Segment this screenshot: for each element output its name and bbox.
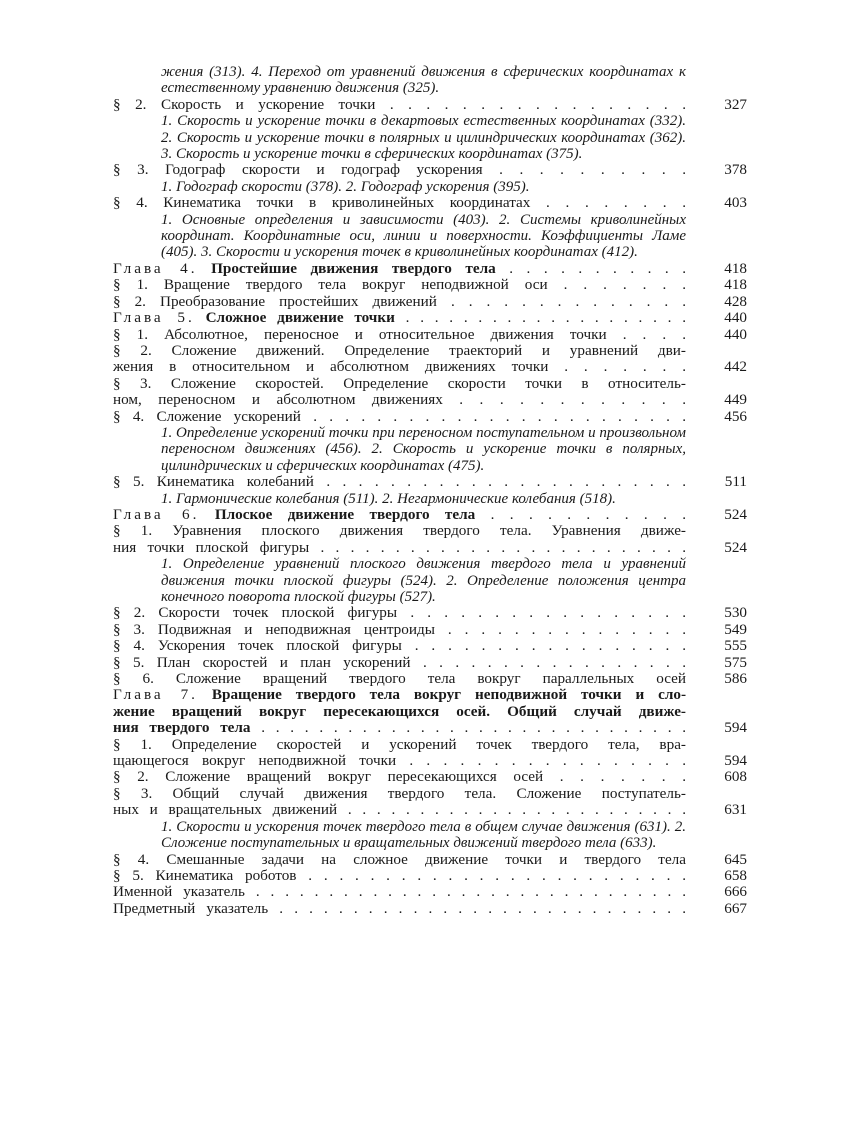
dot-leader: . . . . . . . . . . . . . . . . .	[410, 604, 687, 622]
page-number: 608	[724, 768, 747, 786]
entry-text	[113, 327, 686, 343]
toc-entry	[113, 655, 747, 671]
toc-entry	[113, 359, 747, 375]
toc-entry	[113, 605, 747, 621]
dot-leader: . . . . . . . .	[546, 194, 686, 212]
entry-text	[113, 802, 686, 818]
toc-entry	[113, 507, 747, 523]
page-number: 440	[724, 309, 747, 327]
entry-subtopics: 1. Основные определения и зависимости (403). 2. Системы криволинейных координат. Координатные оси, линии и поверхности. Коэффициенты Ламе (405). 3. Скорости и ускорения точек в криволинейных координатах (412).	[161, 211, 686, 261]
toc-entry	[113, 540, 747, 556]
chapter-title	[113, 704, 686, 720]
dot-leader: . . . . . . . . . . . . . . . . . . . . . . . . . . . .	[279, 899, 687, 917]
entry-subtopics: 1. Определение ускорений точки при переносном поступательном и произвольном переносном движениях (456). 2. Скорость и ускорение точки в полярных, цилиндрических и сферических координатах (475).	[161, 424, 686, 474]
toc-entry	[113, 409, 747, 425]
chapter-title: Плоское движение твердого тела	[214, 505, 476, 523]
entry-text	[113, 392, 686, 408]
page-number: 418	[724, 276, 747, 294]
entry-label: § 4. Ускорения точек плоской фигуры	[113, 637, 402, 655]
entry-text	[113, 671, 686, 687]
toc-entry	[113, 97, 747, 113]
entry-text	[113, 638, 686, 654]
dot-leader: . . . . . . . . . . . . . . . . .	[422, 653, 686, 671]
page-number: 594	[724, 752, 747, 770]
entry-subtopics: 1. Определение уравнений плоского движения твердого тела и уравнений движения точки плоской фигуры (524). 2. Определение положения центра конечного поворота плоской фигуры (527).	[161, 556, 686, 605]
toc-entry	[113, 327, 747, 343]
entry-text	[113, 901, 686, 917]
toc-entry	[113, 622, 747, 638]
entry-text	[113, 655, 686, 671]
entry-text	[113, 162, 686, 178]
table-of-contents	[113, 64, 747, 917]
entry-label: щающегося вокруг неподвижной точки	[113, 752, 397, 770]
entry-label: § 2. Скорости точек плоской фигуры	[113, 604, 398, 622]
entry-label: § 1. Определение скоростей и ускорений точек твердого тела, вра-	[113, 735, 686, 753]
dot-leader: . . . . . . .	[559, 768, 687, 786]
entry-label: § 1. Уравнения плоского движения твердого тела. Уравнения движе-	[113, 522, 686, 540]
toc-entry	[113, 392, 747, 408]
page-number: 403	[724, 194, 747, 212]
entry-text	[113, 97, 686, 113]
page-number: 524	[724, 505, 747, 523]
page-number: 524	[724, 538, 747, 556]
page-number: 586	[724, 670, 747, 688]
dot-leader: . . . . . . . . . . . . . .	[450, 292, 687, 310]
dot-leader: . . . . . . . . . . . . . . . . . . . .	[405, 309, 687, 327]
page-number: 555	[724, 637, 747, 655]
entry-text	[113, 605, 686, 621]
entry-text	[113, 474, 686, 490]
dot-leader: . . . . . . . . . . . . . . . . . . . . . . .	[326, 473, 687, 491]
page-number: 666	[724, 883, 747, 901]
dot-leader: . . . .	[622, 325, 687, 343]
entry-subtopics: 1. Годограф скорости (378). 2. Годограф ускорения (395).	[161, 178, 530, 195]
page-number: 511	[724, 473, 747, 491]
dot-leader: . . . . . . . . . . . . . . .	[447, 620, 687, 638]
entry-label: § 1. Вращение твердого тела вокруг неподвижной оси	[113, 276, 548, 294]
entry-subtopics: 1. Скорость и ускорение точки в декартовых естественных координатах (332). 2. Скорость и ускорение точки в полярных и цилиндрических координатах (362). 3. Скорость и ускорение точки в сферических координатах (375).	[161, 113, 686, 163]
page-number: 645	[724, 850, 747, 868]
toc-entry-line	[113, 343, 747, 359]
entry-label: § 2. Преобразование простейших движений	[113, 292, 437, 310]
entry-label: § 5. План скоростей и план ускорений	[113, 653, 411, 671]
entry-subtopics: жения (313). 4. Переход от уравнений движения в сферических координатах к естественному уравнению движения (325).	[161, 64, 686, 97]
chapter-number: Глава 6.	[113, 505, 200, 523]
chapter-title: жение вращений вокруг пересекающихся осей. Общий случай движе-	[113, 702, 686, 720]
toc-entry	[113, 769, 747, 785]
entry-text	[113, 720, 686, 736]
chapter-title: Сложное движение точки	[205, 309, 395, 327]
entry-text	[113, 769, 686, 785]
toc-entry-line	[113, 704, 747, 720]
entry-subtopics: 1. Гармонические колебания (511). 2. Негармонические колебания (518).	[161, 490, 616, 507]
page-number: 658	[724, 866, 747, 884]
entry-label: ном, переносном и абсолютном движениях	[113, 391, 443, 409]
entry-text	[113, 852, 686, 868]
page-number: 440	[724, 325, 747, 343]
toc-entry-line	[113, 687, 747, 703]
chapter-title	[113, 687, 686, 703]
dot-leader: . . . . . . . . . . . . . . . . . . . . . . . .	[313, 407, 686, 425]
page-number: 575	[724, 653, 747, 671]
entry-label: § 4. Смешанные задачи на сложное движение точки и твердого тела	[113, 850, 686, 868]
entry-text	[113, 310, 686, 326]
toc-entry	[113, 474, 747, 490]
toc-entry-line	[113, 737, 747, 753]
toc-entry	[113, 884, 747, 900]
entry-text	[113, 409, 686, 425]
page-number: 530	[724, 604, 747, 622]
entry-label: Предметный указатель	[113, 899, 269, 917]
entry-label: § 2. Сложение движений. Определение траекторий и уравнений дви-	[113, 341, 686, 359]
chapter-title: Простейшие движения твердого тела	[211, 259, 496, 277]
entry-label: § 3. Общий случай движения твердого тела. Сложение поступатель-	[113, 784, 686, 802]
entry-label: § 2. Скорость и ускорение точки	[113, 95, 376, 113]
entry-subtopics: 1. Скорости и ускорения точек твердого тела в общем случае движения (631). 2. Сложение поступательных и вращательных движений твердого тела (633).	[161, 818, 686, 852]
dot-leader: . . . . . . . . . . . .	[459, 391, 686, 409]
page-number: 631	[724, 801, 747, 819]
toc-entry-line	[113, 786, 747, 802]
toc-entry	[113, 277, 747, 293]
page-number: 456	[724, 407, 747, 425]
toc-entry	[113, 638, 747, 654]
dot-leader: . . . . . . . . . .	[499, 161, 687, 179]
toc-entry-line	[113, 376, 747, 392]
chapter-number: Глава 7.	[113, 686, 198, 704]
entry-text	[113, 540, 686, 556]
page-number: 442	[724, 358, 747, 376]
toc-entry	[113, 901, 747, 917]
toc-entry	[113, 261, 747, 277]
dot-leader: . . . . . . .	[564, 358, 687, 376]
entry-label: § 5. Кинематика колебаний	[113, 473, 314, 491]
entry-text	[113, 277, 686, 293]
entry-label: § 3. Подвижная и неподвижная центроиды	[113, 620, 435, 638]
dot-leader: . . . . . . . . . . .	[490, 505, 687, 523]
page-number: 428	[724, 292, 747, 310]
entry-text	[113, 622, 686, 638]
dot-leader: . . . . . . . . . . . . . . . . . . . . . . . . .	[320, 538, 686, 556]
toc-entry	[113, 868, 747, 884]
dot-leader: . . . . . . . . . . . . . . . . . . . . . . . . .	[308, 866, 687, 884]
chapter-title: Вращение твердого тела вокруг неподвижной точки и сло-	[211, 686, 687, 704]
toc-entry	[113, 294, 747, 310]
entry-label: § 4. Кинематика точки в криволинейных координатах	[113, 194, 531, 212]
page-number: 418	[724, 259, 747, 277]
dot-leader: . . . . . . . . . . . . . . . . . . . . . . . . . . . . . .	[255, 883, 687, 901]
dot-leader: . . . . . . .	[563, 276, 687, 294]
toc-entry	[113, 852, 747, 868]
toc-entry	[113, 162, 747, 178]
dot-leader: . . . . . . . . . . .	[509, 259, 687, 277]
entry-label: § 4. Сложение ускорений	[113, 407, 301, 425]
entry-text	[113, 261, 686, 277]
dot-leader: . . . . . . . . . . . . . . . . .	[414, 637, 686, 655]
entry-text	[113, 294, 686, 310]
toc-entry	[113, 195, 747, 211]
entry-text	[113, 868, 686, 884]
dot-leader: . . . . . . . . . . . . . . . . .	[389, 95, 686, 113]
entry-text	[113, 359, 686, 375]
entry-label: ных и вращательных движений	[113, 801, 338, 819]
entry-label: жения в относительном и абсолютном движениях точки	[113, 358, 549, 376]
chapter-title: ния твердого тела	[113, 719, 251, 737]
entry-text	[113, 753, 686, 769]
entry-text	[113, 884, 686, 900]
entry-label: ния точки плоской фигуры	[113, 538, 310, 556]
page-number: 327	[724, 95, 747, 113]
page-number: 594	[724, 719, 747, 737]
chapter-number: Глава 5.	[113, 309, 195, 327]
page-number: 667	[724, 899, 747, 917]
page-number: 549	[724, 620, 747, 638]
toc-entry-line	[113, 523, 747, 539]
page-number: 378	[724, 161, 747, 179]
entry-label: Именной указатель	[113, 883, 245, 901]
entry-label: § 3. Годограф скорости и годограф ускорения	[113, 161, 483, 179]
dot-leader: . . . . . . . . . . . . . . . . . . . . . . . .	[347, 801, 687, 819]
toc-entry	[113, 802, 747, 818]
toc-entry	[113, 753, 747, 769]
chapter-number: Глава 4.	[113, 259, 198, 277]
toc-entry	[113, 671, 747, 687]
toc-entry	[113, 310, 747, 326]
dot-leader: . . . . . . . . . . . . . . . . .	[409, 752, 687, 770]
entry-label: § 6. Сложение вращений твердого тела вокруг параллельных осей	[113, 670, 686, 688]
entry-label: § 1. Абсолютное, переносное и относительное движения точки	[113, 325, 607, 343]
toc-entry	[113, 720, 747, 736]
entry-label: § 5. Кинематика роботов	[113, 866, 297, 884]
entry-label: § 2. Сложение вращений вокруг пересекающихся осей	[113, 768, 544, 786]
entry-text	[113, 195, 686, 211]
page-number: 449	[724, 391, 747, 409]
entry-text	[113, 507, 686, 523]
entry-label: § 3. Сложение скоростей. Определение скорости точки в относитель-	[113, 374, 686, 392]
dot-leader: . . . . . . . . . . . . . . . . . . . . . . . . . . . . . .	[261, 719, 687, 737]
